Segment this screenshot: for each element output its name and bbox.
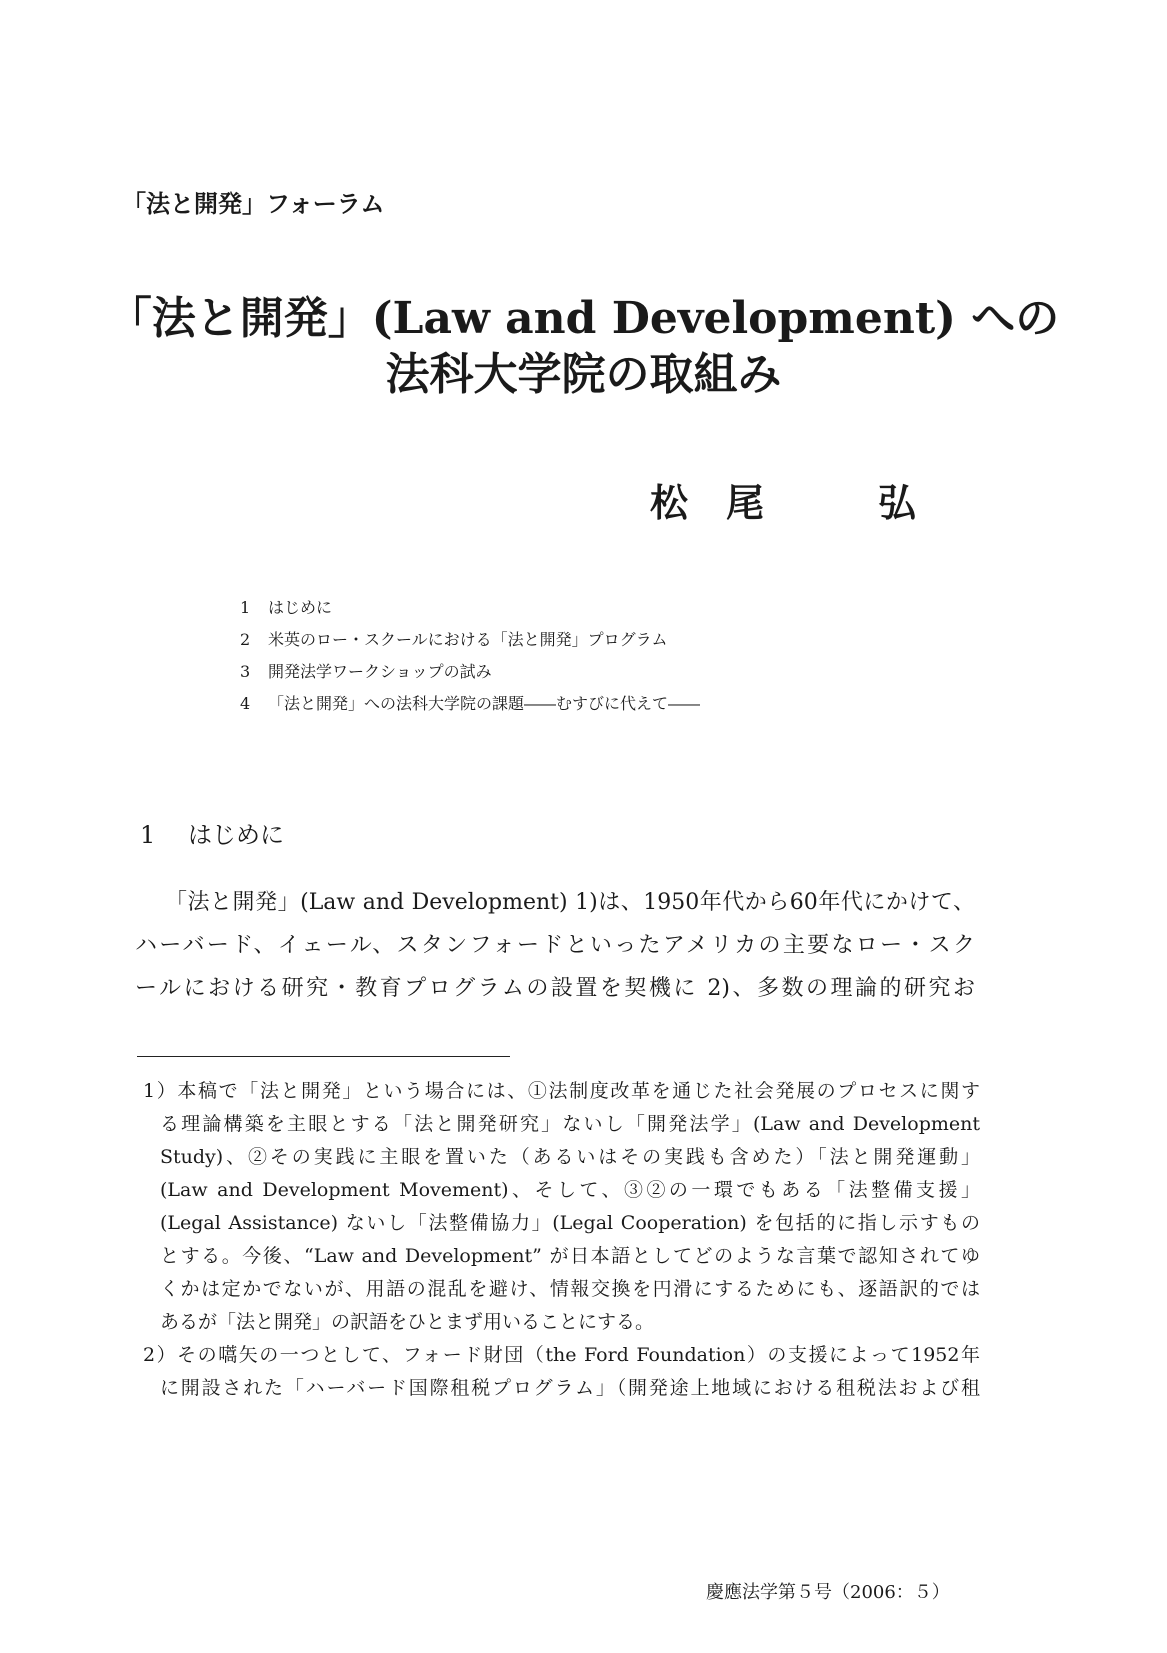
section-title: はじめに [188,821,284,849]
footnote-line: 1）本稿で「法と開発」という場合には、①法制度改革を通じた社会発展のプロセスに関す [143,1080,980,1102]
toc-num: 3 [240,662,251,681]
section-heading [140,815,284,850]
footnote-line: 2）その嚆矢の一つとして、フォード財団（the Ford Foundation）の支援によって1952年 [143,1344,980,1366]
footnote-line: (Law and Development Movement)、そして、③②の一環でもある「法整備支援」 [160,1179,980,1201]
toc-item [240,659,492,682]
body-line: ハーバード、イェール、スタンフォードといったアメリカの主要なロー・スク [135,933,975,958]
footnote-line: る理論構築を主眼とする「法と開発研究」ないし「開発法学」(Law and Development [160,1113,980,1135]
toc-item [240,691,700,714]
footnote-line: あるが「法と開発」の訳語をひとまず用いることにする。 [160,1311,655,1333]
toc-label: はじめに [268,598,333,617]
toc-item [240,595,332,618]
footnote-line: Study)、②その実践に主眼を置いた（あるいはその実践も含めた）「法と開発運動」 [160,1146,980,1168]
page-footer: 慶應法学第５号（2006：５） [706,1582,950,1603]
footnote-line: に開設された「ハーバード国際租税プログラム」（開発途上地域における租税法および租 [160,1377,980,1399]
toc-label: 米英のロー・スクールにおける「法と開発」プログラム [268,630,668,649]
toc-item [240,627,668,650]
forum-label: 「法と開発」フォーラム [122,190,385,218]
toc-num: 2 [240,630,251,649]
footnote-divider [137,1056,510,1057]
title-line-1: 「法と開発」(Law and Development) への [107,293,1060,344]
footnote-line: くかは定かでないが、用語の混乱を避け、情報交換を円滑にするためにも、逐語訳的では [160,1278,980,1300]
author-name: 松 尾 弘 [650,480,917,525]
toc-label: 開発法学ワークショップの試み [268,662,492,681]
title-line-2: 法科大学院の取組み [385,349,782,400]
footnote-line: とする。今後、“Law and Development” が日本語としてどのような言葉で認知されてゆ [160,1245,980,1267]
toc-num: 1 [240,598,251,617]
section-number: 1 [140,821,156,849]
body-line: 「法と開発」(Law and Development) 1)は、1950年代から60年代にかけて、 [165,890,975,915]
toc-label: 「法と開発」への法科大学院の課題――むすびに代えて―― [268,694,701,713]
toc-num: 4 [240,694,251,713]
footnote-line: (Legal Assistance) ないし「法整備協力」(Legal Cooperation) を包括的に指し示すもの [160,1212,980,1234]
body-line: ールにおける研究・教育プログラムの設置を契機に 2)、多数の理論的研究お [135,976,975,1001]
